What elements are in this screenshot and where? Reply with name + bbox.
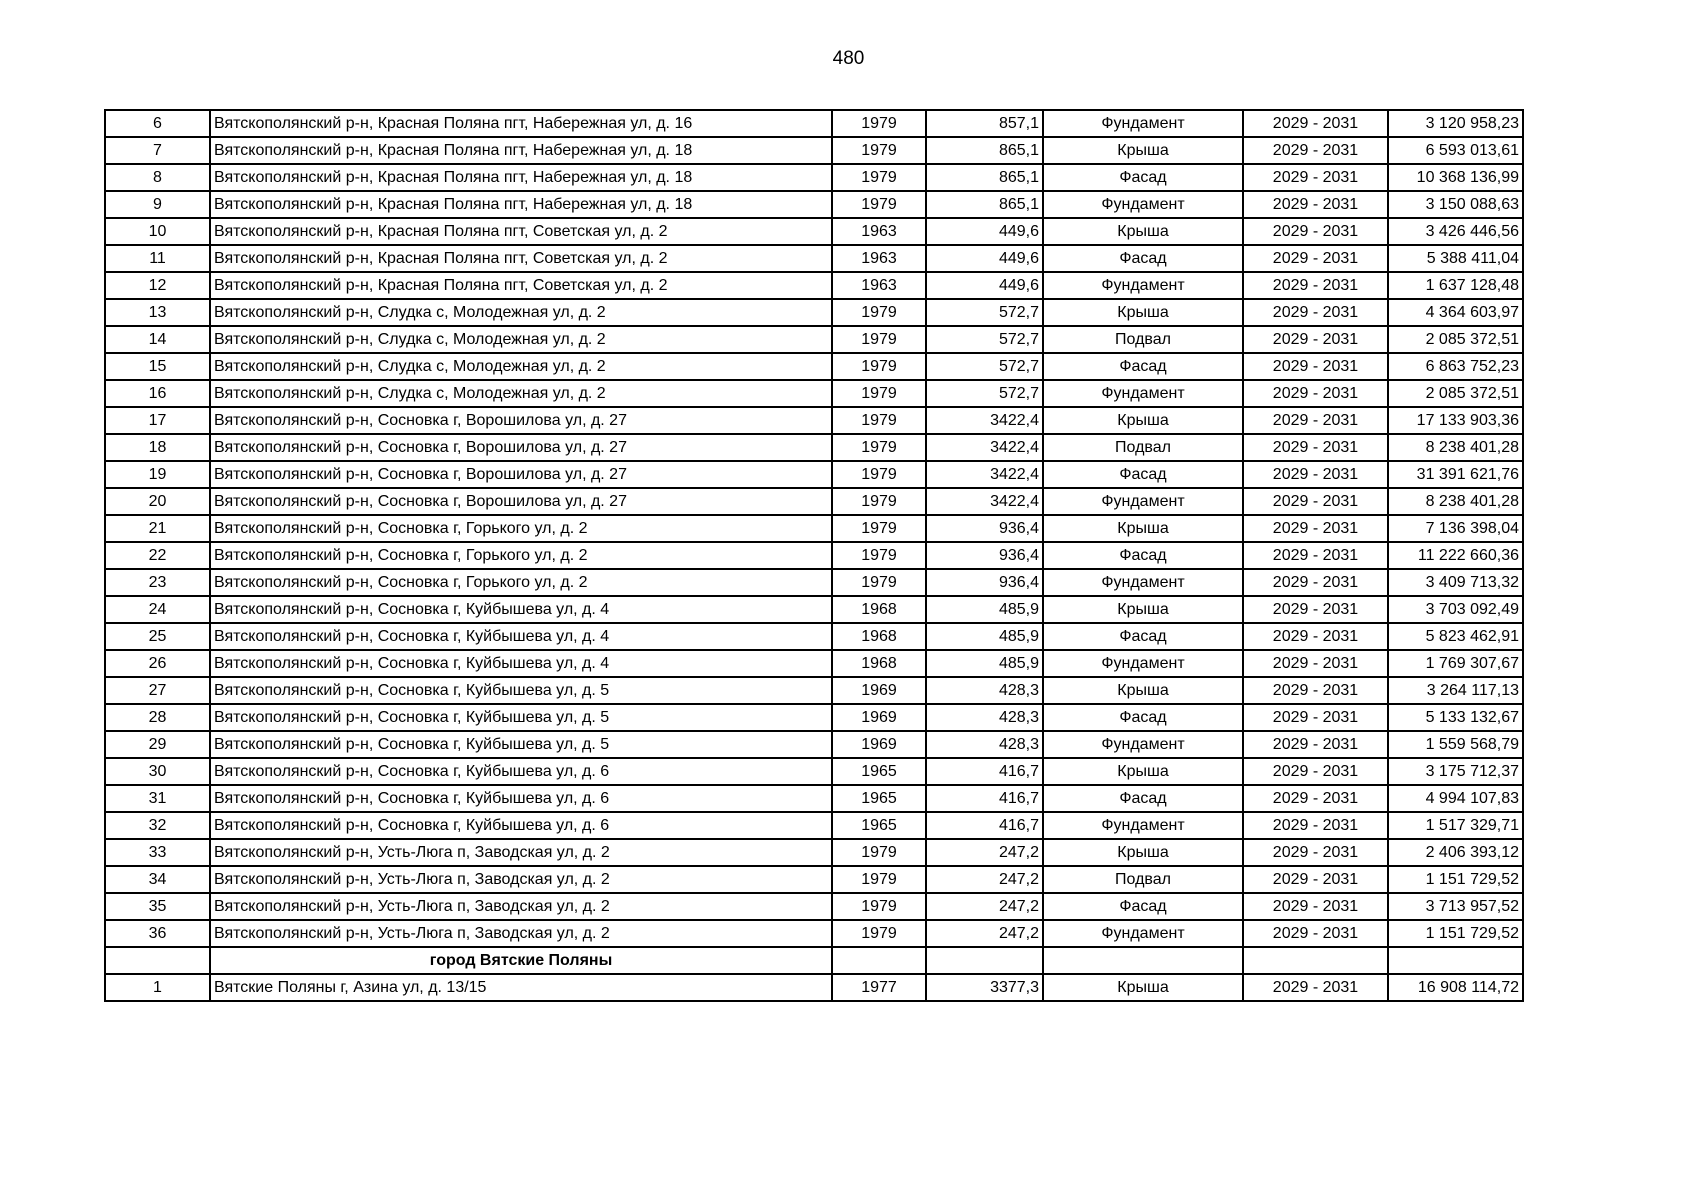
period-cell: 2029 - 2031 — [1243, 650, 1388, 677]
area-cell: 247,2 — [926, 866, 1043, 893]
work-type-cell: Крыша — [1043, 758, 1243, 785]
work-type-cell: Фасад — [1043, 461, 1243, 488]
period-cell: 2029 - 2031 — [1243, 326, 1388, 353]
row-number-cell: 24 — [105, 596, 210, 623]
build-year-cell: 1979 — [832, 407, 926, 434]
table-row — [105, 515, 1523, 542]
area-cell: 865,1 — [926, 191, 1043, 218]
area-cell: 3377,3 — [926, 974, 1043, 1001]
period-cell: 2029 - 2031 — [1243, 218, 1388, 245]
address-cell: Вятскополянский р-н, Красная Поляна пгт, Советская ул, д. 2 — [210, 245, 832, 272]
row-number-cell: 27 — [105, 677, 210, 704]
row-number-cell: 1 — [105, 974, 210, 1001]
period-cell: 2029 - 2031 — [1243, 353, 1388, 380]
address-cell: Вятскополянский р-н, Усть-Люга п, Заводская ул, д. 2 — [210, 920, 832, 947]
area-cell: 3422,4 — [926, 407, 1043, 434]
table-row — [105, 488, 1523, 515]
table-row — [105, 569, 1523, 596]
build-year-cell: 1979 — [832, 893, 926, 920]
build-year-cell: 1969 — [832, 677, 926, 704]
address-cell: Вятскополянский р-н, Сосновка г, Куйбышева ул, д. 5 — [210, 731, 832, 758]
row-number-cell: 29 — [105, 731, 210, 758]
cost-cell: 3 264 117,13 — [1388, 677, 1523, 704]
period-cell: 2029 - 2031 — [1243, 569, 1388, 596]
cost-cell: 4 994 107,83 — [1388, 785, 1523, 812]
address-cell: Вятскополянский р-н, Сосновка г, Куйбышева ул, д. 4 — [210, 650, 832, 677]
build-year-cell: 1979 — [832, 326, 926, 353]
row-number-cell: 32 — [105, 812, 210, 839]
address-cell: Вятскополянский р-н, Сосновка г, Куйбышева ул, д. 4 — [210, 596, 832, 623]
address-cell: Вятскополянский р-н, Сосновка г, Горького ул, д. 2 — [210, 542, 832, 569]
build-year-cell: 1979 — [832, 137, 926, 164]
work-type-cell: Фундамент — [1043, 380, 1243, 407]
cost-cell: 2 085 372,51 — [1388, 380, 1523, 407]
cost-cell: 7 136 398,04 — [1388, 515, 1523, 542]
area-cell: 449,6 — [926, 245, 1043, 272]
table-row — [105, 785, 1523, 812]
work-type-cell: Фундамент — [1043, 110, 1243, 137]
period-cell: 2029 - 2031 — [1243, 677, 1388, 704]
cost-cell: 5 388 411,04 — [1388, 245, 1523, 272]
work-type-cell: Фасад — [1043, 704, 1243, 731]
cost-cell: 10 368 136,99 — [1388, 164, 1523, 191]
cost-cell: 1 151 729,52 — [1388, 866, 1523, 893]
work-type-cell: Подвал — [1043, 866, 1243, 893]
period-cell: 2029 - 2031 — [1243, 137, 1388, 164]
area-cell: 416,7 — [926, 758, 1043, 785]
build-year-cell: 1979 — [832, 353, 926, 380]
row-number-cell: 12 — [105, 272, 210, 299]
period-cell: 2029 - 2031 — [1243, 245, 1388, 272]
period-cell: 2029 - 2031 — [1243, 110, 1388, 137]
work-type-cell: Крыша — [1043, 299, 1243, 326]
work-type-cell: Фундамент — [1043, 650, 1243, 677]
cost-cell: 3 703 092,49 — [1388, 596, 1523, 623]
table-row — [105, 461, 1523, 488]
work-type-cell: Крыша — [1043, 407, 1243, 434]
area-cell: 247,2 — [926, 839, 1043, 866]
address-cell: Вятскополянский р-н, Сосновка г, Ворошилова ул, д. 27 — [210, 488, 832, 515]
cost-cell: 6 863 752,23 — [1388, 353, 1523, 380]
work-type-cell: Фасад — [1043, 353, 1243, 380]
cost-cell: 8 238 401,28 — [1388, 434, 1523, 461]
work-type-cell: Фасад — [1043, 164, 1243, 191]
cost-cell: 2 085 372,51 — [1388, 326, 1523, 353]
row-number-cell: 35 — [105, 893, 210, 920]
row-number-cell — [105, 947, 210, 974]
row-number-cell: 22 — [105, 542, 210, 569]
table-row — [105, 218, 1523, 245]
work-type-cell — [1043, 947, 1243, 974]
row-number-cell: 16 — [105, 380, 210, 407]
row-number-cell: 6 — [105, 110, 210, 137]
work-type-cell: Крыша — [1043, 839, 1243, 866]
cost-cell: 8 238 401,28 — [1388, 488, 1523, 515]
address-cell: Вятскополянский р-н, Усть-Люга п, Заводская ул, д. 2 — [210, 893, 832, 920]
area-cell: 449,6 — [926, 272, 1043, 299]
cost-cell: 1 517 329,71 — [1388, 812, 1523, 839]
build-year-cell: 1979 — [832, 542, 926, 569]
work-type-cell: Крыша — [1043, 515, 1243, 542]
row-number-cell: 25 — [105, 623, 210, 650]
area-cell: 936,4 — [926, 542, 1043, 569]
build-year-cell: 1968 — [832, 623, 926, 650]
build-year-cell: 1969 — [832, 731, 926, 758]
area-cell: 572,7 — [926, 353, 1043, 380]
build-year-cell: 1965 — [832, 785, 926, 812]
period-cell: 2029 - 2031 — [1243, 380, 1388, 407]
address-cell: Вятскополянский р-н, Красная Поляна пгт, Набережная ул, д. 16 — [210, 110, 832, 137]
work-type-cell: Фундамент — [1043, 488, 1243, 515]
cost-cell: 3 426 446,56 — [1388, 218, 1523, 245]
period-cell: 2029 - 2031 — [1243, 785, 1388, 812]
build-year-cell: 1979 — [832, 434, 926, 461]
build-year-cell: 1963 — [832, 272, 926, 299]
period-cell: 2029 - 2031 — [1243, 299, 1388, 326]
address-cell: Вятскополянский р-н, Сосновка г, Куйбышева ул, д. 5 — [210, 704, 832, 731]
cost-cell: 31 391 621,76 — [1388, 461, 1523, 488]
address-cell: Вятскополянский р-н, Слудка с, Молодежная ул, д. 2 — [210, 326, 832, 353]
area-cell: 865,1 — [926, 164, 1043, 191]
build-year-cell — [832, 947, 926, 974]
cost-cell: 1 769 307,67 — [1388, 650, 1523, 677]
table-row — [105, 353, 1523, 380]
area-cell: 936,4 — [926, 569, 1043, 596]
cost-cell: 4 364 603,97 — [1388, 299, 1523, 326]
period-cell: 2029 - 2031 — [1243, 974, 1388, 1001]
period-cell: 2029 - 2031 — [1243, 731, 1388, 758]
row-number-cell: 13 — [105, 299, 210, 326]
area-cell: 428,3 — [926, 704, 1043, 731]
table-row — [105, 434, 1523, 461]
work-type-cell: Фундамент — [1043, 731, 1243, 758]
table-row — [105, 191, 1523, 218]
table-row — [105, 137, 1523, 164]
row-number-cell: 31 — [105, 785, 210, 812]
address-cell: Вятскополянский р-н, Сосновка г, Ворошилова ул, д. 27 — [210, 407, 832, 434]
cost-cell: 1 151 729,52 — [1388, 920, 1523, 947]
row-number-cell: 33 — [105, 839, 210, 866]
address-cell: Вятскополянский р-н, Красная Поляна пгт, Советская ул, д. 2 — [210, 272, 832, 299]
cost-cell: 11 222 660,36 — [1388, 542, 1523, 569]
address-cell: Вятскополянский р-н, Красная Поляна пгт, Набережная ул, д. 18 — [210, 164, 832, 191]
row-number-cell: 8 — [105, 164, 210, 191]
cost-cell: 3 175 712,37 — [1388, 758, 1523, 785]
area-cell: 416,7 — [926, 812, 1043, 839]
period-cell: 2029 - 2031 — [1243, 758, 1388, 785]
table-row — [105, 731, 1523, 758]
build-year-cell: 1979 — [832, 866, 926, 893]
work-type-cell: Подвал — [1043, 326, 1243, 353]
area-cell: 572,7 — [926, 380, 1043, 407]
page-number: 480 — [832, 48, 865, 69]
work-type-cell: Крыша — [1043, 974, 1243, 1001]
address-cell: Вятскополянский р-н, Сосновка г, Куйбышева ул, д. 6 — [210, 785, 832, 812]
build-year-cell: 1968 — [832, 650, 926, 677]
period-cell: 2029 - 2031 — [1243, 596, 1388, 623]
build-year-cell: 1979 — [832, 839, 926, 866]
cost-cell: 2 406 393,12 — [1388, 839, 1523, 866]
row-number-cell: 30 — [105, 758, 210, 785]
cost-cell: 5 133 132,67 — [1388, 704, 1523, 731]
area-cell: 3422,4 — [926, 488, 1043, 515]
work-type-cell: Фундамент — [1043, 191, 1243, 218]
cost-cell: 3 120 958,23 — [1388, 110, 1523, 137]
row-number-cell: 19 — [105, 461, 210, 488]
address-cell: Вятскополянский р-н, Сосновка г, Куйбышева ул, д. 5 — [210, 677, 832, 704]
period-cell: 2029 - 2031 — [1243, 434, 1388, 461]
build-year-cell: 1965 — [832, 758, 926, 785]
period-cell: 2029 - 2031 — [1243, 191, 1388, 218]
build-year-cell: 1979 — [832, 380, 926, 407]
row-number-cell: 23 — [105, 569, 210, 596]
row-number-cell: 15 — [105, 353, 210, 380]
period-cell: 2029 - 2031 — [1243, 623, 1388, 650]
table-row — [105, 623, 1523, 650]
period-cell: 2029 - 2031 — [1243, 920, 1388, 947]
work-type-cell: Фундамент — [1043, 812, 1243, 839]
row-number-cell: 14 — [105, 326, 210, 353]
section-header-row — [105, 947, 1523, 974]
area-cell: 865,1 — [926, 137, 1043, 164]
table-row — [105, 920, 1523, 947]
cost-cell: 17 133 903,36 — [1388, 407, 1523, 434]
period-cell: 2029 - 2031 — [1243, 704, 1388, 731]
table-row — [105, 542, 1523, 569]
period-cell: 2029 - 2031 — [1243, 461, 1388, 488]
area-cell: 247,2 — [926, 893, 1043, 920]
address-cell: Вятскополянский р-н, Красная Поляна пгт, Набережная ул, д. 18 — [210, 137, 832, 164]
table-row — [105, 326, 1523, 353]
build-year-cell: 1979 — [832, 920, 926, 947]
cost-cell: 1 637 128,48 — [1388, 272, 1523, 299]
address-cell: Вятскополянский р-н, Красная Поляна пгт, Советская ул, д. 2 — [210, 218, 832, 245]
table-row — [105, 596, 1523, 623]
area-cell — [926, 947, 1043, 974]
row-number-cell: 9 — [105, 191, 210, 218]
work-type-cell: Фундамент — [1043, 272, 1243, 299]
cost-cell: 6 593 013,61 — [1388, 137, 1523, 164]
work-type-cell: Фасад — [1043, 245, 1243, 272]
cost-cell: 3 150 088,63 — [1388, 191, 1523, 218]
build-year-cell: 1979 — [832, 569, 926, 596]
area-cell: 3422,4 — [926, 461, 1043, 488]
area-cell: 247,2 — [926, 920, 1043, 947]
period-cell: 2029 - 2031 — [1243, 866, 1388, 893]
work-type-cell: Фундамент — [1043, 920, 1243, 947]
build-year-cell: 1979 — [832, 164, 926, 191]
table-row — [105, 407, 1523, 434]
work-type-cell: Крыша — [1043, 596, 1243, 623]
period-cell: 2029 - 2031 — [1243, 893, 1388, 920]
address-cell: Вятскополянский р-н, Усть-Люга п, Заводская ул, д. 2 — [210, 839, 832, 866]
row-number-cell: 34 — [105, 866, 210, 893]
cost-cell: 5 823 462,91 — [1388, 623, 1523, 650]
address-cell: Вятскополянский р-н, Сосновка г, Куйбышева ул, д. 6 — [210, 758, 832, 785]
table-row — [105, 866, 1523, 893]
build-year-cell: 1969 — [832, 704, 926, 731]
period-cell: 2029 - 2031 — [1243, 515, 1388, 542]
cost-cell: 3 409 713,32 — [1388, 569, 1523, 596]
build-year-cell: 1977 — [832, 974, 926, 1001]
build-year-cell: 1968 — [832, 596, 926, 623]
work-type-cell: Фасад — [1043, 623, 1243, 650]
period-cell: 2029 - 2031 — [1243, 272, 1388, 299]
period-cell: 2029 - 2031 — [1243, 839, 1388, 866]
table-row — [105, 677, 1523, 704]
row-number-cell: 36 — [105, 920, 210, 947]
address-cell: Вятскополянский р-н, Слудка с, Молодежная ул, д. 2 — [210, 380, 832, 407]
work-type-cell: Крыша — [1043, 677, 1243, 704]
area-cell: 428,3 — [926, 677, 1043, 704]
row-number-cell: 28 — [105, 704, 210, 731]
table-row — [105, 245, 1523, 272]
area-cell: 572,7 — [926, 326, 1043, 353]
area-cell: 485,9 — [926, 650, 1043, 677]
address-cell: Вятские Поляны г, Азина ул, д. 13/15 — [210, 974, 832, 1001]
table-row — [105, 272, 1523, 299]
address-cell: Вятскополянский р-н, Слудка с, Молодежная ул, д. 2 — [210, 353, 832, 380]
work-type-cell: Фундамент — [1043, 569, 1243, 596]
work-type-cell: Крыша — [1043, 218, 1243, 245]
work-type-cell: Подвал — [1043, 434, 1243, 461]
table-row — [105, 299, 1523, 326]
table-body — [105, 110, 1523, 1001]
table-row — [105, 164, 1523, 191]
table-row — [105, 812, 1523, 839]
area-cell: 857,1 — [926, 110, 1043, 137]
area-cell: 416,7 — [926, 785, 1043, 812]
address-cell: Вятскополянский р-н, Красная Поляна пгт, Набережная ул, д. 18 — [210, 191, 832, 218]
area-cell: 3422,4 — [926, 434, 1043, 461]
period-cell: 2029 - 2031 — [1243, 812, 1388, 839]
row-number-cell: 20 — [105, 488, 210, 515]
period-cell: 2029 - 2031 — [1243, 542, 1388, 569]
build-year-cell: 1979 — [832, 488, 926, 515]
repair-schedule-table — [104, 109, 1524, 1002]
area-cell: 936,4 — [926, 515, 1043, 542]
cost-cell: 3 713 957,52 — [1388, 893, 1523, 920]
period-cell — [1243, 947, 1388, 974]
row-number-cell: 10 — [105, 218, 210, 245]
build-year-cell: 1979 — [832, 461, 926, 488]
work-type-cell: Фасад — [1043, 893, 1243, 920]
build-year-cell: 1963 — [832, 245, 926, 272]
area-cell: 485,9 — [926, 596, 1043, 623]
period-cell: 2029 - 2031 — [1243, 164, 1388, 191]
work-type-cell: Фасад — [1043, 542, 1243, 569]
build-year-cell: 1979 — [832, 515, 926, 542]
table-row — [105, 974, 1523, 1001]
address-cell: Вятскополянский р-н, Усть-Люга п, Заводская ул, д. 2 — [210, 866, 832, 893]
work-type-cell: Крыша — [1043, 137, 1243, 164]
address-cell: Вятскополянский р-н, Сосновка г, Горького ул, д. 2 — [210, 515, 832, 542]
cost-cell: 16 908 114,72 — [1388, 974, 1523, 1001]
section-title: город Вятские Поляны — [210, 947, 832, 974]
table-row — [105, 380, 1523, 407]
address-cell: Вятскополянский р-н, Сосновка г, Куйбышева ул, д. 6 — [210, 812, 832, 839]
table-row — [105, 758, 1523, 785]
row-number-cell: 18 — [105, 434, 210, 461]
table-row — [105, 650, 1523, 677]
period-cell: 2029 - 2031 — [1243, 488, 1388, 515]
area-cell: 485,9 — [926, 623, 1043, 650]
row-number-cell: 11 — [105, 245, 210, 272]
address-cell: Вятскополянский р-н, Сосновка г, Горького ул, д. 2 — [210, 569, 832, 596]
row-number-cell: 7 — [105, 137, 210, 164]
area-cell: 428,3 — [926, 731, 1043, 758]
build-year-cell: 1979 — [832, 110, 926, 137]
row-number-cell: 26 — [105, 650, 210, 677]
area-cell: 449,6 — [926, 218, 1043, 245]
table-row — [105, 704, 1523, 731]
address-cell: Вятскополянский р-н, Сосновка г, Ворошилова ул, д. 27 — [210, 461, 832, 488]
table-row — [105, 839, 1523, 866]
table-row — [105, 893, 1523, 920]
table-row — [105, 110, 1523, 137]
build-year-cell: 1979 — [832, 299, 926, 326]
address-cell: Вятскополянский р-н, Сосновка г, Куйбышева ул, д. 4 — [210, 623, 832, 650]
cost-cell: 1 559 568,79 — [1388, 731, 1523, 758]
row-number-cell: 21 — [105, 515, 210, 542]
build-year-cell: 1979 — [832, 191, 926, 218]
cost-cell — [1388, 947, 1523, 974]
row-number-cell: 17 — [105, 407, 210, 434]
area-cell: 572,7 — [926, 299, 1043, 326]
address-cell: Вятскополянский р-н, Сосновка г, Ворошилова ул, д. 27 — [210, 434, 832, 461]
work-type-cell: Фасад — [1043, 785, 1243, 812]
address-cell: Вятскополянский р-н, Слудка с, Молодежная ул, д. 2 — [210, 299, 832, 326]
build-year-cell: 1963 — [832, 218, 926, 245]
period-cell: 2029 - 2031 — [1243, 407, 1388, 434]
build-year-cell: 1965 — [832, 812, 926, 839]
